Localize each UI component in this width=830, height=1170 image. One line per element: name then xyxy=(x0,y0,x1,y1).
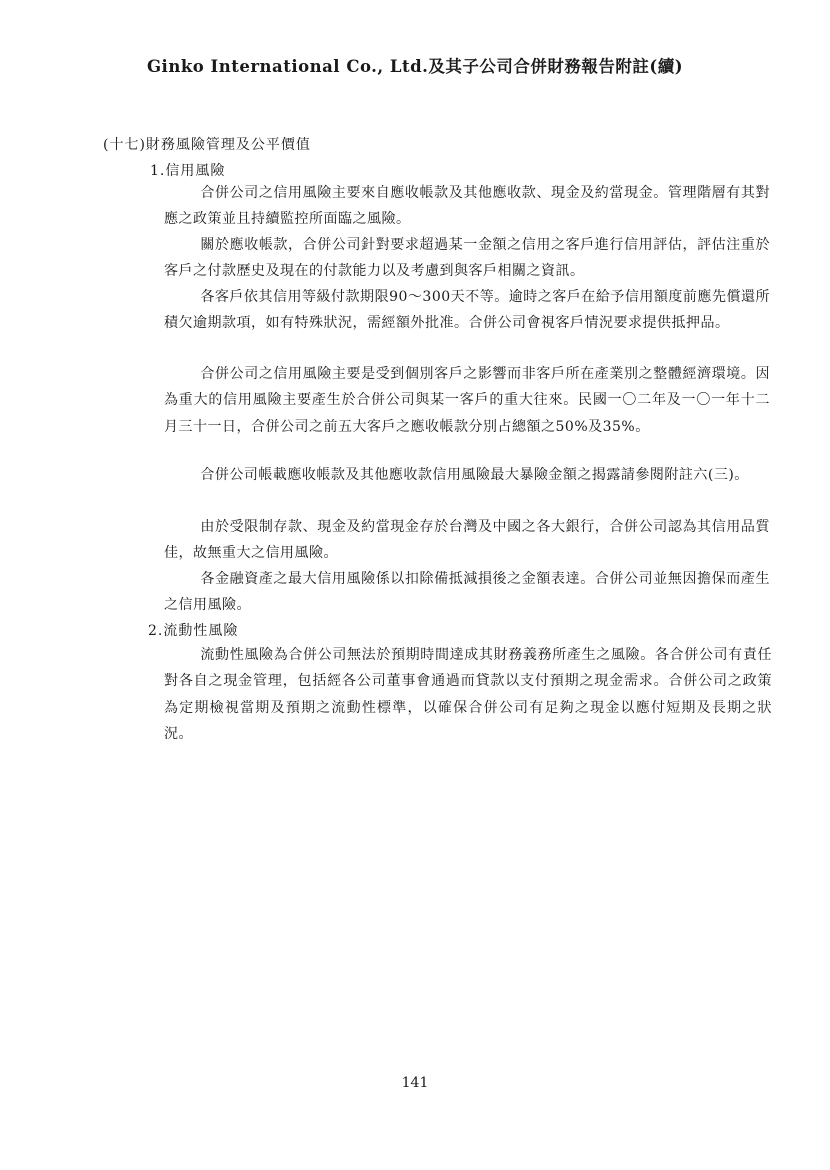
credit-risk-paragraph-3: 各客戶依其信用等級付款期限90～300天不等。逾時之客戶在給予信用額度前應先償還所積欠逾期款項，如有特殊狀況，需經額外批准。合併公司會視客戶情況要求提供抵押品。 xyxy=(164,289,770,332)
section-title: (十七)財務風險管理及公平價值 xyxy=(103,137,311,153)
liquidity-risk-heading: 2.流動性風險 xyxy=(148,623,239,639)
credit-risk-paragraph-1: 合併公司之信用風險主要來自應收帳款及其他應收款、現金及約當現金。管理階層有其對應之政策並且持續監控所面臨之風險。 xyxy=(164,185,770,228)
credit-risk-paragraph-6: 由於受限制存款、現金及約當現金存於台灣及中國之各大銀行，合併公司認為其信用品質佳，故無重大之信用風險。 xyxy=(164,519,770,562)
credit-risk-paragraph-5: 合併公司帳載應收帳款及其他應收款信用風險最大暴險金額之揭露請參閱附註六(三)。 xyxy=(200,467,749,483)
credit-risk-heading: 1.信用風險 xyxy=(150,163,226,179)
page-header: Ginko International Co., Ltd.及其子公司合併財務報告附註(續) xyxy=(146,57,684,76)
credit-risk-paragraph-4: 合併公司之信用風險主要是受到個別客戶之影響而非客戶所在產業別之整體經濟環境。因為重大的信用風險主要產生於合併公司與某一客戶的重大往來。民國一〇二年及一〇一年十二月三十一日，合併公司之前五大客戶之應收帳款分別占總額之50%及35%。 xyxy=(164,366,770,435)
credit-risk-paragraph-7: 各金融資產之最大信用風險係以扣除備抵減損後之金額表達。合併公司並無因擔保而產生之信用風險。 xyxy=(164,571,770,614)
page-number: 141 xyxy=(401,1075,429,1091)
credit-risk-paragraph-2: 關於應收帳款，合併公司針對要求超過某一金額之信用之客戶進行信用評估，評估注重於客戶之付款歷史及現在的付款能力以及考慮到與客戶相關之資訊。 xyxy=(164,237,770,280)
liquidity-risk-paragraph-1: 流動性風險為合併公司無法於預期時間達成其財務義務所產生之風險。各合併公司有責任對各自之現金管理，包括經各公司董事會通過而貸款以支付預期之現金需求。合併公司之政策為定期檢視當期及預期之流動性標準，以確保合併公司有足夠之現金以應付短期及長期之狀況。 xyxy=(164,647,772,742)
